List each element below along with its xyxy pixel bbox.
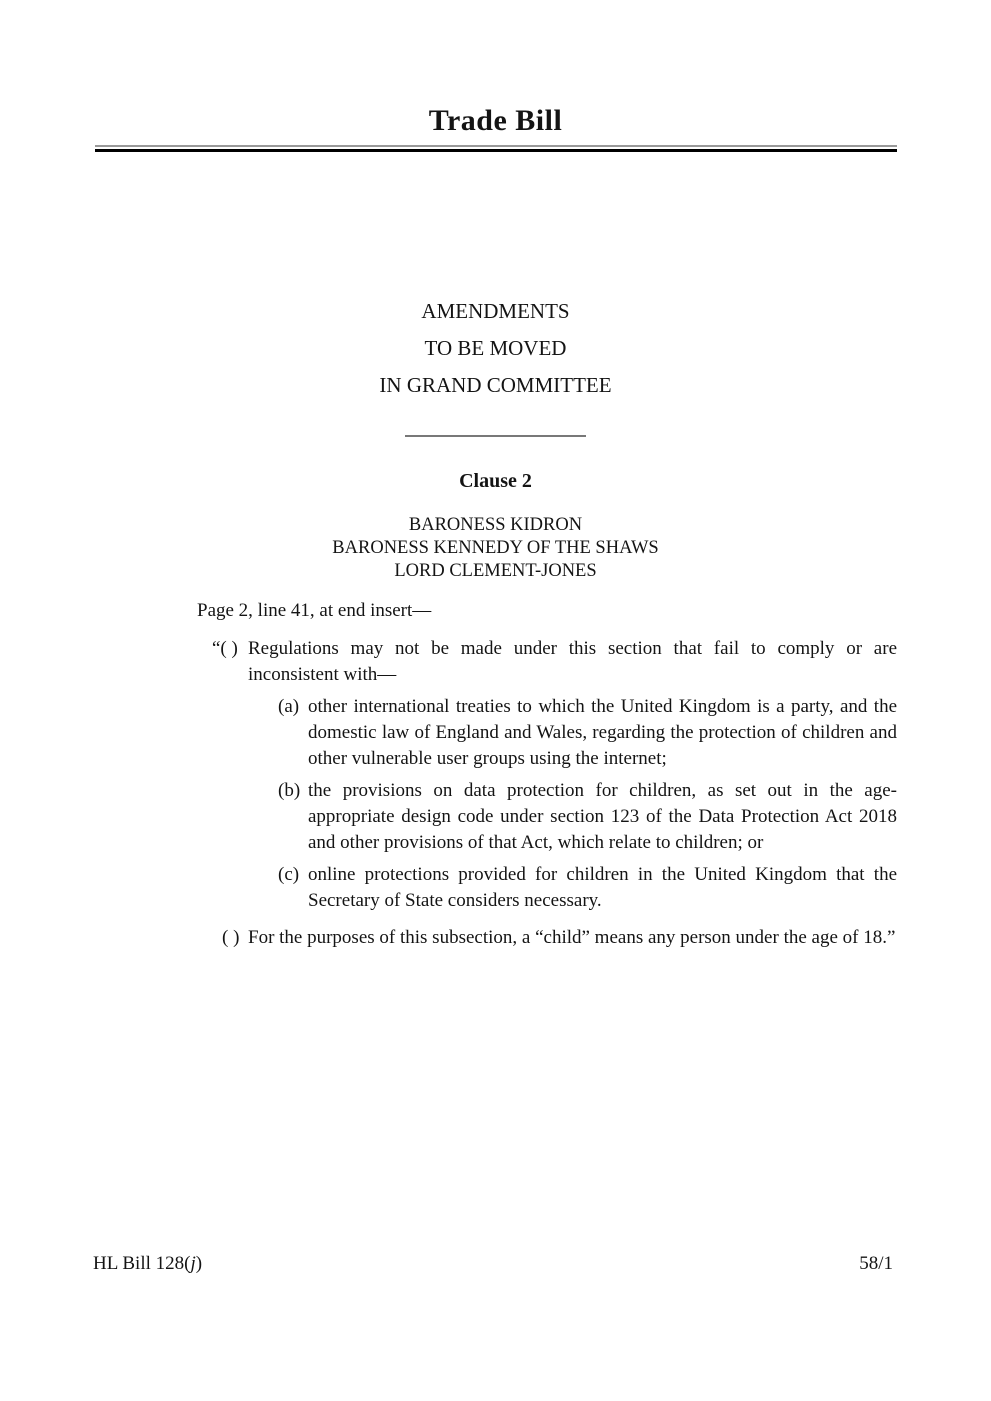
- item-marker: (a): [278, 696, 300, 717]
- footer-bill-number-suffix: ): [195, 1253, 203, 1274]
- item-marker: (c): [278, 864, 300, 885]
- footer-page-ref: 58/1: [859, 1253, 893, 1274]
- paragraph-text: Regulations may not be made under this section that fail to comply or are inconsistent with—: [248, 638, 897, 685]
- amendment-instruction: Page 2, line 41, at end insert—: [197, 600, 432, 621]
- title-block: [0, 0, 991, 138]
- bill-title: Trade Bill: [428, 104, 563, 137]
- amendment-item-a: [278, 694, 897, 772]
- item-text: the provisions on data protection for children, as set out in the age-appropriate design code under section 123 of the Data Protection Act 2018 and other provisions of that Act, which relate to children; or: [308, 780, 897, 853]
- amendment-item-c: [278, 862, 897, 914]
- title-rule-thin: [95, 145, 897, 147]
- item-text: other international treaties to which the United Kingdom is a party, and the domestic law of England and Wales, regarding the protection of children and other vulnerable user groups using the internet;: [308, 696, 897, 769]
- paragraph-text: For the purposes of this subsection, a “child” means any person under the age of 18.”: [248, 927, 896, 948]
- sponsor-list: [0, 514, 991, 583]
- amendments-heading: [0, 293, 991, 404]
- amendment-item-b: [278, 778, 897, 856]
- footer-bill-number-italic: j: [190, 1253, 196, 1274]
- amendment-body: [0, 598, 991, 951]
- footer-bill-number-prefix: HL Bill 128(: [93, 1253, 191, 1274]
- amendment-closing-paragraph: [212, 925, 897, 951]
- heading-line-in-grand-committee: IN GRAND COMMITTEE: [379, 373, 612, 397]
- heading-line-amendments: AMENDMENTS: [421, 299, 570, 323]
- sponsor-name: LORD CLEMENT-JONES: [394, 561, 597, 581]
- sponsor-name: BARONESS KENNEDY OF THE SHAWS: [332, 538, 659, 558]
- amendment-opening-paragraph: [212, 636, 897, 688]
- page-footer: [93, 1253, 893, 1275]
- section-divider-rule: [405, 435, 586, 437]
- title-rule-thick: [95, 149, 897, 152]
- clause-heading: Clause 2: [459, 470, 532, 492]
- sponsor-name: BARONESS KIDRON: [408, 515, 583, 535]
- title-double-rule: [95, 145, 897, 152]
- paragraph-marker: “( ): [212, 638, 238, 659]
- item-marker: (b): [278, 780, 301, 801]
- heading-line-to-be-moved: TO BE MOVED: [424, 336, 567, 360]
- footer-bill-number: [93, 1253, 202, 1275]
- paragraph-marker: ( ): [222, 927, 240, 948]
- item-text: online protections provided for children in the United Kingdom that the Secretary of State considers necessary.: [308, 864, 897, 911]
